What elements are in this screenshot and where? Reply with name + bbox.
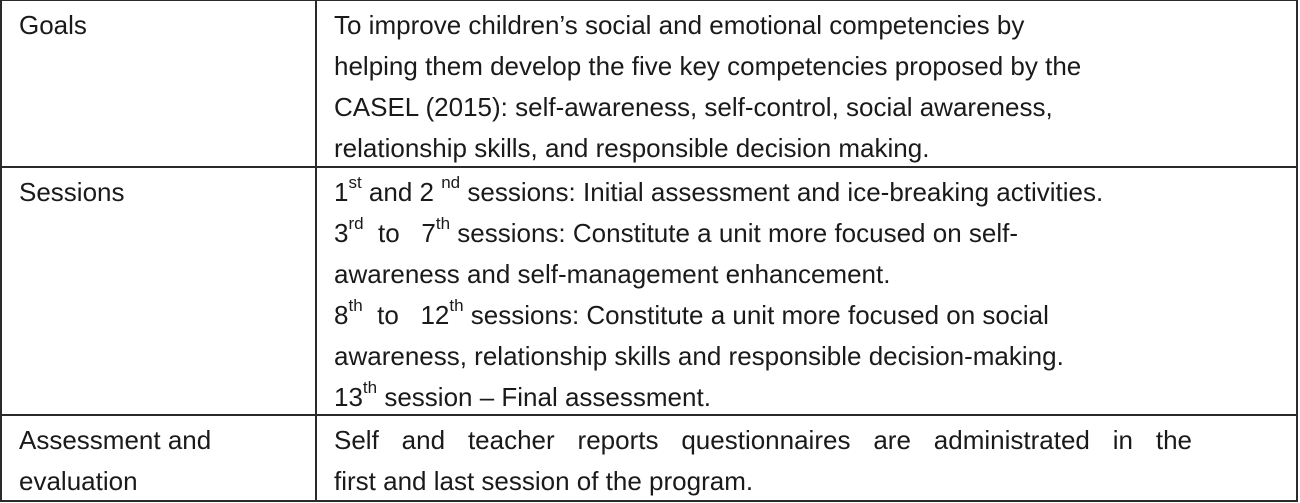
row-body-assessment	[334, 420, 1192, 502]
label-line: Goals	[19, 10, 87, 40]
table-row-sessions	[2, 168, 1296, 416]
sessions-line-5: awareness, relationship skills and responsible decision-making.	[334, 341, 1064, 371]
ordinal-suffix: nd	[441, 173, 461, 193]
sessions-line-1	[334, 172, 1192, 213]
ordinal-number: 1	[334, 177, 349, 207]
ordinal-number: 3	[334, 218, 349, 248]
label-line: Assessment and	[19, 425, 212, 455]
ordinal-suffix: th	[362, 378, 378, 398]
session-description: sessions: Constitute a unit more focused on social	[463, 300, 1049, 330]
ordinal-connector: to 7	[363, 218, 436, 248]
sessions-line-2	[334, 213, 1192, 254]
row-label-goals	[19, 5, 309, 46]
table-row-assessment	[2, 416, 1296, 501]
ordinal-connector: to 12	[362, 300, 450, 330]
ordinal-suffix: st	[348, 173, 362, 193]
session-description: sessions: Initial assessment and ice-breaking activities.	[460, 177, 1104, 207]
label-line: evaluation	[19, 466, 138, 496]
ordinal-connector: and 2	[361, 177, 442, 207]
row-label-sessions	[19, 172, 309, 213]
row-body-goals	[334, 5, 1192, 169]
assessment-line-1: Self and teacher reports questionnaires are administrated in the	[334, 425, 1192, 455]
sessions-line-6	[334, 377, 1192, 418]
ordinal-suffix: th	[435, 214, 451, 234]
sessions-line-3: awareness and self-management enhancement.	[334, 259, 891, 289]
ordinal-number: 8	[334, 300, 349, 330]
assessment-line-2: first and last session of the program.	[334, 466, 754, 496]
goals-line-1: To improve children’s social and emotional competencies by	[334, 10, 1025, 40]
goals-line-3: CASEL (2015): self-awareness, self-control, social awareness,	[334, 92, 1053, 122]
goals-line-2: helping them develop the five key competencies proposed by the	[334, 51, 1082, 81]
row-label-assessment	[19, 420, 309, 502]
session-description: sessions: Constitute a unit more focused on self-	[450, 218, 1018, 248]
ordinal-suffix: th	[348, 296, 363, 316]
column-divider	[315, 1, 317, 166]
sessions-line-4	[334, 295, 1192, 336]
goals-line-4: relationship skills, and responsible decision making.	[334, 133, 930, 163]
session-description: session – Final assessment.	[377, 382, 711, 412]
column-divider	[315, 168, 317, 414]
row-body-sessions	[334, 172, 1192, 418]
ordinal-suffix: th	[449, 296, 464, 316]
ordinal-suffix: rd	[348, 214, 364, 234]
table-row-goals	[2, 1, 1296, 168]
label-line: Sessions	[19, 177, 125, 207]
column-divider	[315, 416, 317, 501]
ordinal-number: 13	[334, 382, 363, 412]
